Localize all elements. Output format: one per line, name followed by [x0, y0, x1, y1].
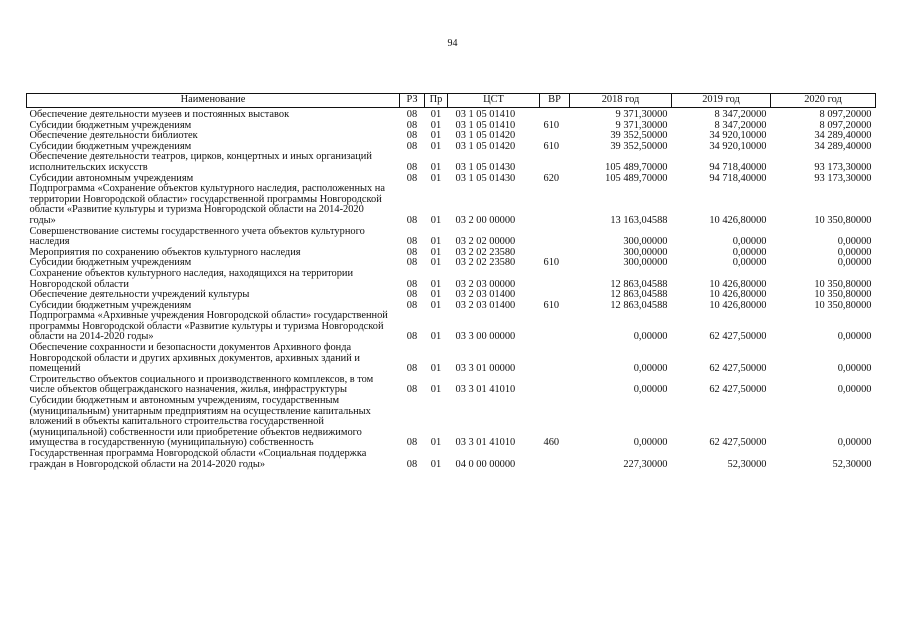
row-rz: 08 [406, 236, 418, 248]
row-cst: 03 2 00 00000 [455, 214, 516, 226]
header-2018: 2018 год [570, 94, 672, 108]
row-pr: 01 [430, 257, 442, 269]
row-value-2020: 0,00000 [837, 437, 872, 449]
row-cst: 03 1 05 01410 [455, 119, 516, 131]
row-cst: 03 2 03 00000 [455, 278, 516, 290]
row-name: Обеспечение сохранности и безопасности документов Архивного фонда Новгородской области и других архивных документов, архивных зданий и помещений [29, 342, 360, 375]
row-name: Подпрограмма «Сохранение объектов культурного наследия, расположенных на территории Новгородской области» государственной программы Новгородской области «Развитие культуры и туризма Новгородской области на 2014-2020 годы» [29, 183, 385, 226]
row-name: Государственная программа Новгородской области «Социальная поддержка граждан в Новгородской области на 2014-2020 годы» [29, 448, 367, 470]
table-row [27, 311, 876, 343]
row-value-2018: 300,00000 [623, 257, 668, 269]
row-value-2018: 13 163,04588 [610, 214, 668, 226]
row-cst: 03 2 03 01400 [455, 299, 516, 311]
row-name: Обеспечение деятельности учреждений культуры [29, 289, 250, 301]
row-rz: 08 [406, 437, 418, 449]
header-vr: ВР [540, 94, 570, 108]
row-vr [540, 152, 570, 173]
row-value-2018: 0,00000 [633, 363, 668, 375]
row-pr: 01 [430, 130, 442, 142]
row-rz: 08 [406, 384, 418, 396]
row-vr: 610 [543, 140, 560, 152]
row-vr [540, 311, 570, 343]
row-value-2020: 10 350,80000 [814, 289, 872, 301]
row-cst: 03 1 05 01430 [455, 172, 516, 184]
row-name: Обеспечение деятельности библиотек [29, 130, 198, 142]
row-rz: 08 [406, 140, 418, 152]
row-value-2020: 93 173,30000 [814, 161, 872, 173]
row-value-2019: 8 347,20000 [714, 119, 767, 131]
row-value-2019: 34 920,10000 [709, 130, 767, 142]
row-name: Строительство объектов социального и производственного комплексов, в том числе объектов общегражданского назначения, жилья, инфраструктуры [29, 373, 374, 396]
row-vr [540, 343, 570, 375]
row-pr: 01 [430, 172, 442, 184]
row-vr [540, 184, 570, 226]
row-rz: 08 [406, 289, 418, 301]
row-rz: 08 [406, 278, 418, 290]
row-pr: 01 [430, 214, 442, 226]
row-rz: 08 [406, 363, 418, 375]
header-cst: ЦСТ [448, 94, 540, 108]
table-row [27, 108, 876, 121]
row-pr: 01 [430, 299, 442, 311]
row-pr: 01 [430, 384, 442, 396]
row-value-2019: 0,00000 [732, 246, 767, 258]
row-value-2019: 10 426,80000 [709, 278, 767, 290]
row-value-2018: 105 489,70000 [605, 172, 668, 184]
row-value-2019: 10 426,80000 [709, 214, 767, 226]
row-value-2019: 0,00000 [732, 257, 767, 269]
row-name: Обеспечение деятельности театров, цирков, концертных и иных организаций исполнительских искусств [29, 151, 372, 173]
row-value-2018: 9 371,30000 [615, 109, 668, 120]
row-value-2019: 10 426,80000 [709, 289, 767, 301]
row-name: Субсидии бюджетным учреждениям [29, 140, 192, 152]
row-pr: 01 [430, 458, 442, 470]
row-vr [540, 449, 570, 470]
row-value-2020: 52,30000 [832, 458, 872, 470]
row-value-2020: 8 097,20000 [819, 109, 872, 120]
row-cst: 03 2 02 00000 [455, 236, 516, 248]
row-pr: 01 [430, 437, 442, 449]
row-rz: 08 [406, 130, 418, 142]
row-value-2019: 8 347,20000 [714, 109, 767, 120]
row-vr [540, 375, 570, 396]
page-number: 94 [447, 38, 458, 49]
row-rz: 08 [406, 299, 418, 311]
row-rz: 08 [406, 246, 418, 258]
row-value-2020: 0,00000 [837, 236, 872, 248]
row-cst: 03 3 01 00000 [455, 363, 516, 375]
row-value-2020: 34 289,40000 [814, 130, 872, 142]
row-value-2018: 9 371,30000 [615, 119, 668, 131]
row-name: Субсидии бюджетным учреждениям [29, 257, 192, 269]
row-vr: 460 [543, 437, 560, 449]
row-pr: 01 [430, 289, 442, 301]
row-cst: 03 2 02 23580 [455, 246, 516, 258]
row-name: Субсидии бюджетным учреждениям [29, 119, 192, 131]
row-cst: 03 1 05 01430 [455, 161, 516, 173]
table-row [27, 375, 876, 396]
row-pr: 01 [430, 119, 442, 131]
row-name: Совершенствование системы государственного учета объектов культурного наследия [29, 225, 365, 248]
row-value-2018: 0,00000 [633, 384, 668, 396]
row-value-2019: 94 718,40000 [709, 161, 767, 173]
row-value-2020: 0,00000 [837, 331, 872, 343]
row-rz: 08 [406, 257, 418, 269]
row-value-2020: 10 350,80000 [814, 299, 872, 311]
row-cst: 03 3 01 41010 [455, 384, 516, 396]
row-value-2019: 62 427,50000 [709, 384, 767, 396]
row-rz: 08 [406, 214, 418, 226]
row-vr: 620 [543, 172, 560, 184]
row-rz: 08 [406, 458, 418, 470]
row-cst: 03 3 01 41010 [455, 437, 516, 449]
row-value-2020: 93 173,30000 [814, 172, 872, 184]
row-value-2018: 39 352,50000 [610, 130, 668, 142]
row-value-2020: 10 350,80000 [814, 214, 872, 226]
header-2019: 2019 год [672, 94, 771, 108]
row-value-2019: 94 718,40000 [709, 172, 767, 184]
row-pr: 01 [430, 109, 442, 120]
row-value-2018: 0,00000 [633, 437, 668, 449]
row-value-2018: 12 863,04588 [610, 289, 668, 301]
row-pr: 01 [430, 363, 442, 375]
row-rz: 08 [406, 172, 418, 184]
table-row [27, 449, 876, 470]
row-cst: 03 2 03 01400 [455, 289, 516, 301]
row-rz: 08 [406, 161, 418, 173]
table-row [27, 184, 876, 226]
row-value-2020: 10 350,80000 [814, 278, 872, 290]
row-value-2020: 0,00000 [837, 257, 872, 269]
row-value-2019: 62 427,50000 [709, 331, 767, 343]
row-value-2020: 0,00000 [837, 363, 872, 375]
row-value-2020: 0,00000 [837, 246, 872, 258]
row-value-2019: 52,30000 [727, 458, 767, 470]
row-pr: 01 [430, 161, 442, 173]
row-cst: 03 1 05 01410 [455, 109, 516, 120]
row-value-2020: 0,00000 [837, 384, 872, 396]
row-value-2019: 62 427,50000 [709, 437, 767, 449]
row-cst: 03 3 00 00000 [455, 331, 516, 343]
row-rz: 08 [406, 109, 418, 120]
row-pr: 01 [430, 331, 442, 343]
table-row [27, 269, 876, 290]
row-value-2019: 62 427,50000 [709, 363, 767, 375]
row-value-2018: 12 863,04588 [610, 299, 668, 311]
row-value-2018: 0,00000 [633, 331, 668, 343]
table-header-row [27, 94, 876, 108]
row-value-2018: 300,00000 [623, 236, 668, 248]
header-2020: 2020 год [771, 94, 876, 108]
row-pr: 01 [430, 246, 442, 258]
table-row [27, 396, 876, 449]
row-pr: 01 [430, 140, 442, 152]
row-name: Мероприятия по сохранению объектов культурного наследия [29, 246, 301, 258]
budget-table [26, 93, 876, 470]
table-row [27, 152, 876, 173]
header-rz: РЗ [400, 94, 425, 108]
row-cst: 03 2 02 23580 [455, 257, 516, 269]
row-vr: 610 [543, 119, 560, 131]
row-cst: 03 1 05 01420 [455, 130, 516, 142]
header-name: Наименование [27, 94, 400, 108]
row-vr: 610 [543, 299, 560, 311]
row-name: Субсидии автономным учреждениям [29, 172, 194, 184]
row-value-2018: 105 489,70000 [605, 161, 668, 173]
row-name: Субсидии бюджетным и автономным учреждениям, государственным (муниципальным) унитарным предприятиям на осуществление капитальных вложений в объекты капитального строительства государственной (муниципальной) собственности или приобретение объектов недвижимого имущества в государственную (муниципальную) собственность [29, 395, 371, 449]
row-value-2018: 227,30000 [623, 458, 668, 470]
row-vr: 610 [543, 257, 560, 269]
row-cst: 03 1 05 01420 [455, 140, 516, 152]
row-value-2018: 39 352,50000 [610, 140, 668, 152]
row-pr: 01 [430, 236, 442, 248]
row-name: Сохранение объектов культурного наследия, находящихся на территории Новгородской области [29, 267, 354, 290]
header-pr: Пр [425, 94, 448, 108]
row-rz: 08 [406, 119, 418, 131]
row-rz: 08 [406, 331, 418, 343]
table-row [27, 343, 876, 375]
row-vr [540, 108, 570, 121]
row-pr: 01 [430, 278, 442, 290]
row-vr [540, 269, 570, 290]
row-cst: 04 0 00 00000 [455, 458, 516, 470]
row-name: Обеспечение деятельности музеев и постоянных выставок [29, 109, 290, 120]
table-row [27, 227, 876, 248]
row-value-2019: 10 426,80000 [709, 299, 767, 311]
row-value-2018: 300,00000 [623, 246, 668, 258]
row-value-2020: 34 289,40000 [814, 140, 872, 152]
row-value-2018: 12 863,04588 [610, 278, 668, 290]
row-name: Подпрограмма «Архивные учреждения Новгородской области» государственной программы Новгородской области «Развитие культуры и туризма Новгородской области на 2014-2020 годы» [29, 310, 388, 343]
row-value-2019: 0,00000 [732, 236, 767, 248]
row-vr [540, 227, 570, 248]
row-value-2019: 34 920,10000 [709, 140, 767, 152]
row-value-2020: 8 097,20000 [819, 119, 872, 131]
row-name: Субсидии бюджетным учреждениям [29, 299, 192, 311]
